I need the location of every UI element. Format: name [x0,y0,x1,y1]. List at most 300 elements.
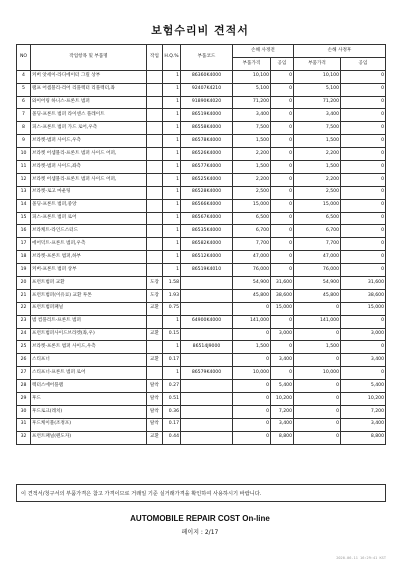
header-work: 작업 [147,45,163,71]
row-hq: 0.27 [163,380,181,393]
row-after-parts: 3,400 [294,109,341,122]
row-no: 6 [17,96,31,109]
row-work [147,148,163,161]
row-no: 16 [17,225,31,238]
row-work: 교환 [147,328,163,341]
row-after-labor: 0 [341,212,386,225]
table-row [17,96,386,109]
row-part-code [181,354,233,367]
row-work [147,238,163,251]
table-row [17,148,386,161]
table-header [17,45,386,71]
row-after-parts: 45,800 [294,289,341,302]
row-work [147,251,163,264]
row-before-labor: 0 [271,161,294,174]
row-hq: 0.75 [163,302,181,315]
row-after-labor: 10,200 [341,393,386,406]
table-row [17,289,386,302]
row-before-labor: 0 [271,109,294,122]
table-row [17,302,386,315]
row-before-labor: 0 [271,96,294,109]
row-before-labor: 0 [271,238,294,251]
row-item: 후드 [31,393,147,406]
row-after-parts: 7,500 [294,122,341,135]
row-item: 몰딩-프론트 범퍼 라이센스 플레이트 [31,109,147,122]
row-part-code: 86514J9000 [181,341,233,354]
row-work: 도장 [147,277,163,290]
row-hq: 1 [163,264,181,277]
row-hq: 0.51 [163,393,181,406]
row-before-labor: 0 [271,199,294,212]
row-work [147,135,163,148]
row-work [147,367,163,380]
row-part-code: 86567K4000 [181,212,233,225]
row-after-labor: 31,600 [341,277,386,290]
row-part-code [181,405,233,418]
print-stamp: 2020-06-11 16:29:41 KST [336,556,386,560]
row-part-code [181,289,233,302]
table-row [17,109,386,122]
header-after-labor: 공임 [341,57,386,70]
row-no: 32 [17,431,31,444]
table-row [17,238,386,251]
row-hq: 1 [163,225,181,238]
row-work [147,186,163,199]
row-before-parts: 0 [233,302,271,315]
row-item: 프런트범퍼패널 [31,302,147,315]
row-hq: 0.44 [163,431,181,444]
row-after-parts: 6,500 [294,212,341,225]
row-before-parts: 1,500 [233,341,271,354]
row-work [147,96,163,109]
header-before-parts: 부품가격 [233,57,271,70]
footer-title: AUTOMOBILE REPAIR COST On-line [130,514,270,523]
page-number: 페이지 : 2/17 [181,529,219,536]
row-item: 브라켓-프론트 범퍼,하부 [31,251,147,264]
row-before-labor: 0 [271,83,294,96]
row-after-labor: 0 [341,225,386,238]
table-body [17,70,386,444]
row-after-parts: 0 [294,431,341,444]
row-after-parts: 6,700 [294,225,341,238]
table-row [17,315,386,328]
row-before-parts: 6,500 [233,212,271,225]
row-after-labor: 0 [341,70,386,83]
row-work [147,212,163,225]
row-hq: 1 [163,96,181,109]
row-after-parts: 0 [294,405,341,418]
row-before-labor: 0 [271,367,294,380]
row-work [147,70,163,83]
row-item: 후드케이블(조정포) [31,418,147,431]
row-before-labor: 0 [271,122,294,135]
row-before-labor: 10,200 [271,393,294,406]
row-after-parts: 2,200 [294,148,341,161]
row-item: 프런트범퍼사이드브라켓(좌,우) [31,328,147,341]
row-item: 와이어링 하니스-프론트 범퍼 [31,96,147,109]
row-no: 14 [17,199,31,212]
row-no: 21 [17,289,31,302]
row-work [147,341,163,354]
row-no: 15 [17,212,31,225]
row-no: 23 [17,315,31,328]
row-no: 8 [17,122,31,135]
row-before-labor: 0 [271,315,294,328]
row-item: 브라켓-범퍼 사이드,좌측 [31,161,147,174]
row-before-labor: 0 [271,135,294,148]
row-after-labor: 0 [341,186,386,199]
row-work [147,225,163,238]
row-after-parts: 1,500 [294,161,341,174]
table-row [17,264,386,277]
row-item: 스티프너 [31,354,147,367]
row-no: 18 [17,251,31,264]
row-hq: 0.36 [163,405,181,418]
table-row [17,277,386,290]
row-after-labor: 0 [341,83,386,96]
price-notice: 이 견적서/청구서의 부품가격은 참고 가격이므로 거래일 기준 실거래가격을 확인하여 사용하시기 바랍니다. [16,484,386,502]
row-before-parts: 71,200 [233,96,271,109]
row-after-labor: 15,000 [341,302,386,315]
row-before-parts: 10,100 [233,70,271,83]
row-before-labor: 0 [271,212,294,225]
row-item: 브라켓 어셈블리-프론트 범퍼 사이드 어퍼, [31,173,147,186]
row-after-labor: 0 [341,173,386,186]
row-before-labor: 0 [271,264,294,277]
row-part-code: 86360K4000 [181,70,233,83]
row-after-labor: 5,400 [341,380,386,393]
row-before-labor: 38,600 [271,289,294,302]
row-item: 브라켓-범퍼 사이드,우측 [31,135,147,148]
table-row [17,418,386,431]
row-before-parts: 5,100 [233,83,271,96]
row-after-parts: 5,100 [294,83,341,96]
row-no: 31 [17,418,31,431]
row-item: 프런트패널(펜도자) [31,431,147,444]
row-part-code: 86578K4000 [181,135,233,148]
row-no: 19 [17,264,31,277]
row-before-parts: 3,400 [233,109,271,122]
row-item: 에어덕트-프론트 범퍼,우측 [31,238,147,251]
row-part-code: 86566K4000 [181,199,233,212]
row-after-parts: 2,500 [294,186,341,199]
row-part-code: 86525K4000 [181,173,233,186]
row-hq: 1 [163,135,181,148]
row-before-parts: 7,700 [233,238,271,251]
row-after-parts: 76,000 [294,264,341,277]
row-hq: 1 [163,70,181,83]
table-row [17,367,386,380]
row-hq: 1 [163,315,181,328]
row-before-labor: 8,800 [271,431,294,444]
row-before-parts: 10,000 [233,367,271,380]
table-row [17,173,386,186]
row-before-parts: 15,000 [233,199,271,212]
row-after-parts: 0 [294,380,341,393]
row-after-parts: 0 [294,328,341,341]
row-before-labor: 5,400 [271,380,294,393]
row-after-labor: 0 [341,96,386,109]
row-after-labor: 7,200 [341,405,386,418]
row-after-labor: 3,400 [341,354,386,367]
row-before-labor: 0 [271,173,294,186]
row-before-labor: 7,200 [271,405,294,418]
row-hq: 1 [163,212,181,225]
row-before-parts: 47,000 [233,251,271,264]
row-item: 프런트범퍼 교환 [31,277,147,290]
row-after-parts: 10,000 [294,367,341,380]
row-work [147,315,163,328]
row-before-labor: 0 [271,70,294,83]
row-item: 몰딩-프론트 범퍼,중앙 [31,199,147,212]
header-item: 작업항목 및 부품명 [31,45,147,71]
row-after-labor: 0 [341,367,386,380]
row-before-parts: 76,000 [233,264,271,277]
row-item: 브라켓-로고 마운팅 [31,186,147,199]
table-row [17,225,386,238]
row-hq: 1 [163,161,181,174]
row-no: 25 [17,341,31,354]
row-item: 브라켓-프론트 범퍼 사이드,우측 [31,341,147,354]
row-no: 20 [17,277,31,290]
row-hq: 1.58 [163,277,181,290]
row-part-code: 86519K4010 [181,264,233,277]
row-part-code: 86558K4000 [181,122,233,135]
row-no: 17 [17,238,31,251]
row-hq: 1 [163,251,181,264]
row-after-parts: 15,000 [294,199,341,212]
row-after-labor: 0 [341,238,386,251]
row-work [147,173,163,186]
row-no: 27 [17,367,31,380]
table-row [17,431,386,444]
row-hq: 1 [163,109,181,122]
row-item: 램프 어셈블리-리어 리플렉터 리플렉터,좌 [31,83,147,96]
row-hq: 1 [163,238,181,251]
row-after-parts: 1,500 [294,341,341,354]
row-before-labor: 3,400 [271,354,294,367]
row-no: 5 [17,83,31,96]
row-hq: 0.17 [163,354,181,367]
row-after-labor: 0 [341,341,386,354]
row-no: 13 [17,186,31,199]
row-before-labor: 0 [271,148,294,161]
row-work: 교환 [147,354,163,367]
row-before-labor: 15,000 [271,302,294,315]
row-before-parts: 0 [233,393,271,406]
row-work [147,109,163,122]
row-part-code: 64900K4000 [181,315,233,328]
row-after-parts: 0 [294,302,341,315]
row-item: 피스-프론트 범퍼 로어 [31,212,147,225]
row-part-code: 91890K4020 [181,96,233,109]
row-before-parts: 0 [233,380,271,393]
row-item: 범 컴플리트-프론트 범퍼 [31,315,147,328]
row-work: 탈착 [147,405,163,418]
row-after-labor: 0 [341,135,386,148]
table-row [17,70,386,83]
row-part-code: 92407K4210 [181,83,233,96]
row-hq: 1 [163,148,181,161]
row-hq: 1 [163,367,181,380]
header-after: 손해 사정후 [294,45,386,58]
row-after-labor: 3,000 [341,328,386,341]
row-after-labor: 0 [341,122,386,135]
row-part-code [181,418,233,431]
row-no: 4 [17,70,31,83]
table-row [17,405,386,418]
table-row [17,199,386,212]
row-work [147,83,163,96]
row-after-labor: 38,600 [341,289,386,302]
row-after-parts: 0 [294,418,341,431]
row-part-code: 86535K4000 [181,225,233,238]
row-before-parts: 1,500 [233,161,271,174]
row-before-parts: 1,500 [233,135,271,148]
row-before-labor: 0 [271,186,294,199]
row-before-parts: 0 [233,431,271,444]
row-part-code [181,277,233,290]
row-before-parts: 45,800 [233,289,271,302]
row-no: 7 [17,109,31,122]
row-work [147,161,163,174]
row-item: 브라케트-라인드스터드 [31,225,147,238]
row-before-labor: 3,000 [271,328,294,341]
row-after-labor: 0 [341,148,386,161]
row-work: 탈착 [147,418,163,431]
header-hqs: H.Q.% [163,45,181,71]
row-before-parts: 6,700 [233,225,271,238]
row-part-code [181,328,233,341]
row-before-labor: 31,600 [271,277,294,290]
estimate-table [16,44,386,445]
row-before-parts: 0 [233,418,271,431]
row-item: 프런트범퍼(이유료) 교환 투톤 [31,289,147,302]
row-work: 탈착 [147,380,163,393]
row-item: 브라켓 어셈블리-프론트 범퍼 사이드 어퍼, [31,148,147,161]
row-after-parts: 141,000 [294,315,341,328]
row-before-parts: 2,200 [233,148,271,161]
row-item: 후드로크(레치) [31,405,147,418]
row-part-code: 86528K4000 [181,186,233,199]
row-before-labor: 0 [271,341,294,354]
table-row [17,251,386,264]
row-no: 24 [17,328,31,341]
row-hq: 1 [163,186,181,199]
table-row [17,328,386,341]
row-no: 26 [17,354,31,367]
row-no: 30 [17,405,31,418]
row-work: 교환 [147,431,163,444]
row-before-parts: 0 [233,354,271,367]
row-after-labor: 0 [341,199,386,212]
row-part-code: 86519K4000 [181,109,233,122]
row-no: 28 [17,380,31,393]
row-hq: 1.93 [163,289,181,302]
header-after-parts: 부품가격 [294,57,341,70]
row-before-parts: 2,500 [233,186,271,199]
table-row [17,83,386,96]
row-part-code: 86582K4000 [181,238,233,251]
header-part-code: 부품코드 [181,45,233,71]
row-work [147,264,163,277]
row-after-labor: 0 [341,264,386,277]
row-before-labor: 0 [271,225,294,238]
row-after-parts: 10,100 [294,70,341,83]
row-no: 12 [17,173,31,186]
table-row [17,161,386,174]
row-after-labor: 0 [341,251,386,264]
row-item: 스티프너-프론트 범퍼 로어 [31,367,147,380]
row-after-parts: 2,200 [294,173,341,186]
row-item: 커버-프론트 범퍼 상부 [31,264,147,277]
row-before-parts: 0 [233,405,271,418]
row-no: 22 [17,302,31,315]
row-item: 렉터스에어플램 [31,380,147,393]
table-row [17,341,386,354]
row-part-code [181,393,233,406]
row-after-parts: 0 [294,393,341,406]
row-hq: 0.15 [163,328,181,341]
row-before-parts: 0 [233,328,271,341]
row-no: 9 [17,135,31,148]
table-row [17,354,386,367]
row-before-parts: 2,200 [233,173,271,186]
row-after-parts: 0 [294,354,341,367]
row-after-parts: 1,500 [294,135,341,148]
row-part-code [181,431,233,444]
row-before-labor: 3,400 [271,418,294,431]
table-row [17,212,386,225]
row-after-labor: 8,800 [341,431,386,444]
row-before-parts: 7,500 [233,122,271,135]
row-hq: 1 [163,341,181,354]
row-after-parts: 54,900 [294,277,341,290]
header-before: 손해 사정전 [233,45,294,58]
table-row [17,380,386,393]
row-hq: 1 [163,122,181,135]
table-row [17,186,386,199]
row-no: 10 [17,148,31,161]
row-hq: 0.17 [163,418,181,431]
row-no: 29 [17,393,31,406]
row-before-parts: 141,000 [233,315,271,328]
row-part-code: 86526K4000 [181,148,233,161]
row-part-code: 86512K4000 [181,251,233,264]
row-part-code: 86579K4000 [181,367,233,380]
row-after-labor: 3,400 [341,418,386,431]
row-work [147,122,163,135]
header-no: NO [17,45,31,71]
table-row [17,122,386,135]
row-work [147,199,163,212]
row-work: 도장 [147,289,163,302]
row-hq: 1 [163,173,181,186]
row-after-labor: 0 [341,161,386,174]
table-row [17,393,386,406]
row-after-parts: 47,000 [294,251,341,264]
document-title: 보험수리비 견적서 [151,24,249,37]
row-after-parts: 7,700 [294,238,341,251]
row-work: 교환 [147,302,163,315]
row-hq: 1 [163,199,181,212]
row-before-labor: 0 [271,251,294,264]
row-part-code [181,302,233,315]
row-part-code: 86577K4000 [181,161,233,174]
row-item: 커버 앗세이-라디에이터 그릴 상부 [31,70,147,83]
row-after-labor: 0 [341,315,386,328]
row-hq: 1 [163,83,181,96]
